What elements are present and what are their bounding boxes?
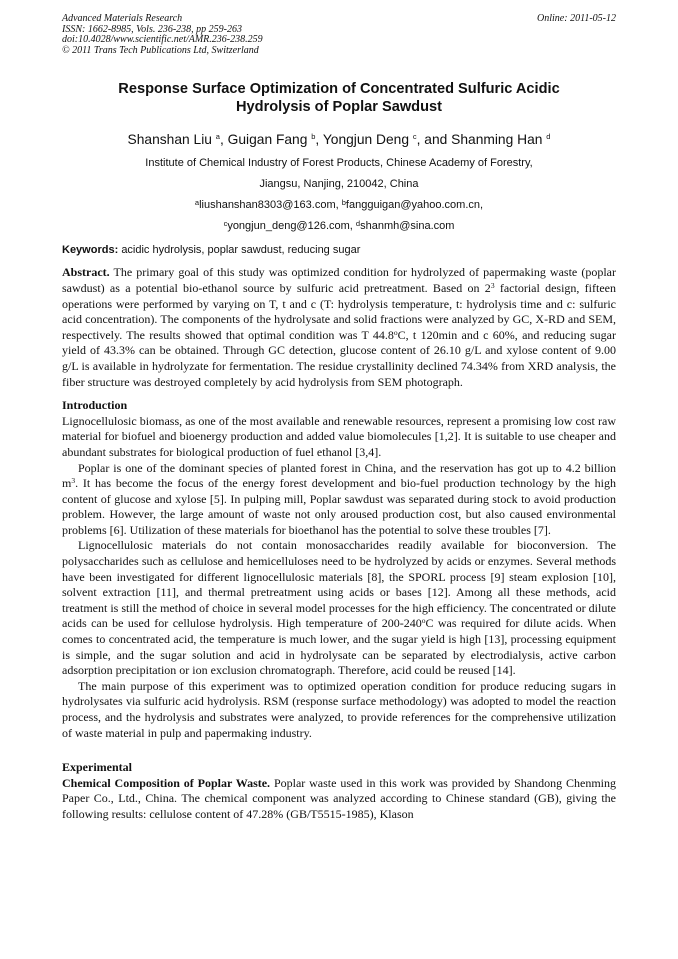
section-heading-experimental: Experimental xyxy=(62,760,132,775)
paragraph xyxy=(62,461,616,539)
paragraph: Lignocellulosic biomass, as one of the most available and renewable resources, represent a promising low cost raw material for biofuel and bioenergy production and added value biomolecules [1,2]. It is suitable to use cheaper and abundant substrates for biological production of fuel ethanol [3,4]. xyxy=(62,413,616,459)
abstract xyxy=(62,265,616,390)
paragraph-text: Poplar is one of the dominant species of planted forest in China, and the reservation has got up to 4.2 billion m xyxy=(62,460,616,491)
keywords-text: acidic hydrolysis, poplar sawdust, reducing sugar xyxy=(121,244,361,257)
author-name: Shanming Han xyxy=(451,132,543,148)
paragraph xyxy=(62,538,616,678)
superscript: o xyxy=(393,327,398,337)
author-mark: d xyxy=(546,132,551,142)
email-address[interactable]: liushanshan8303@163.com xyxy=(199,199,336,212)
email-address[interactable]: shanmh@sina.com xyxy=(360,220,455,233)
keywords xyxy=(62,243,616,258)
paragraph: The main purpose of this experiment was to optimized operation condition for produce reducing sugars in hydrolysates via sulfuric acid hydrolysis. RSM (response surface methodology) was adopted to model the reaction process, and the hydrolysis and substrates were analyzed, to provide references for the comprehensive utilization of waste material in pulp and papermaking industry. xyxy=(62,678,616,740)
email-line-1: $^a$liushanshan8303@163.com, $^b$fangguigan@yahoo.com.cn, xyxy=(194,198,484,212)
affiliation xyxy=(62,153,616,195)
email-address[interactable]: fangguigan@yahoo.com.cn xyxy=(345,199,481,212)
superscript: 3 xyxy=(490,280,495,290)
author-emails xyxy=(62,195,616,237)
email-mark: a xyxy=(194,198,200,208)
email-mark: d xyxy=(355,219,361,229)
paragraph-text: C was required for dilute acids. When comes to concentrated acid, the temperature is much lower, and the sugar yield is high [13], processing equipment is simple, and the sugar solution and acid in hydrolysate can be separated by electrodialysis, active carbon adsorption precipitation or ion exclusion chromatograph. Therefore, acid could be reused [14]. xyxy=(62,616,616,678)
superscript: o xyxy=(421,616,426,626)
section-heading-introduction: Introduction xyxy=(62,398,128,413)
author-name: Yongjun Deng xyxy=(322,132,410,148)
superscript: 3 xyxy=(71,476,76,486)
email-line-2: $^c$yongjun_deng@126.com, $^d$shanmh@sina.com xyxy=(223,219,455,233)
abstract-text: The primary goal of this study was optimized condition for hydrolyzed of papermaking waste (poplar sawdust) as a potential bio-ethanol source by sulfuric acid pretreatment. Based on 2 xyxy=(62,265,616,295)
paper-title: Response Surface Optimization of Concentrated Sulfuric Acidic Hydrolysis of Poplar Sawdust xyxy=(118,81,560,116)
subsection-label: Chemical Composition of Poplar Waste. xyxy=(62,775,271,790)
author-name: Guigan Fang xyxy=(227,132,308,148)
author-mark: b xyxy=(311,132,316,142)
abstract-label: Abstract. xyxy=(62,265,110,280)
abstract-text: factorial design, fifteen operations were performed by varying on T, t and c (T: hydrolysis temperature, t: hydrolysis time and c: sulfuric acid concentration). The components of the hydrolysate and solid fractions were analyzed by GC, X-RD and SEM, respectively. The results showed that optimal condition was T 44.8 xyxy=(62,280,616,342)
email-mark: c xyxy=(223,219,228,229)
paragraph-text: Poplar waste used in this work was provided by Shandong Chenming Paper Co., Ltd., China. The chemical component was analyzed according to Chinese standard (GB), giving the following results: cellulose content of 47.28% (GB/T5515-1985), Klason xyxy=(62,775,616,821)
email-mark: b xyxy=(341,198,346,208)
author-name: Shanshan Liu xyxy=(127,132,212,148)
copyright-line: © 2011 Trans Tech Publications Ltd, Switzerland xyxy=(62,44,259,56)
email-address[interactable]: yongjun_deng@126.com xyxy=(227,220,350,233)
keywords-label: Keywords: xyxy=(62,244,119,257)
issn-line: ISSN: 1662-8985, Vols. 236-238, pp 259-263 xyxy=(62,23,242,35)
online-date: Online: 2011-05-12 xyxy=(537,13,616,24)
paper-page xyxy=(62,14,616,823)
paragraph xyxy=(62,776,616,823)
paragraph-text: . It has become the focus of the energy forest development and bio-fuel production technology by the high content of glucose and xylose [5]. In pulping mill, Poplar sawdust was separated during stock to avoid production problem. However, the large amount of waste not only aroused production cost, but also caused environmental problems [6]. Utilization of these materials for bioethanol has the potential to solve these troubles [7]. xyxy=(62,476,616,537)
author-mark: a xyxy=(215,132,220,142)
journal-header xyxy=(62,14,616,56)
doi-line: doi:10.4028/www.scientific.net/AMR.236-238.259 xyxy=(62,34,263,46)
journal-name: Advanced Materials Research xyxy=(62,13,183,24)
paragraph-text: Lignocellulosic materials do not contain monosaccharides readily available for bioconversion. The polysaccharides such as cellulose and hemicelluloses need to be hydrolyzed by acids or enzymes. Several methods have been investigated for different lignocellulosic materials [8], the SPORL process [9] steam explosion [10], solvent extraction [11], and thermal pretreatment using acids or bases [12]. Among all these methods, acid treatment is still the method of choice in several model processes for the high efficiency. The concentrated or dilute acids can be used for cellulose hydrolysis. High temperature of 200-240 xyxy=(62,538,616,631)
abstract-text: C, t 120min and c 60%, and reducing sugar yield of 43.3% can be obtained. Through GC detection, glucose content of 26.10 g/L and xylose content of 9.00 g/L is available in hydrolyzate for fermentation. The residue crystallinity declined 74.34% from XRD analysis, the fiber structure was destroyed completely by acid hydrolysis from SEM photograph. xyxy=(62,327,616,389)
affiliation-line-2: Jiangsu, Nanjing, 210042, China xyxy=(259,178,419,191)
author-list: Shanshan Liu $^a$, Guigan Fang $^b$, Yongjun Deng $^c$, and Shanming Han $^d$ xyxy=(127,132,551,148)
affiliation-line-1: Institute of Chemical Industry of Forest Products, Chinese Academy of Forestry, xyxy=(145,157,533,170)
author-mark: c xyxy=(412,132,417,142)
